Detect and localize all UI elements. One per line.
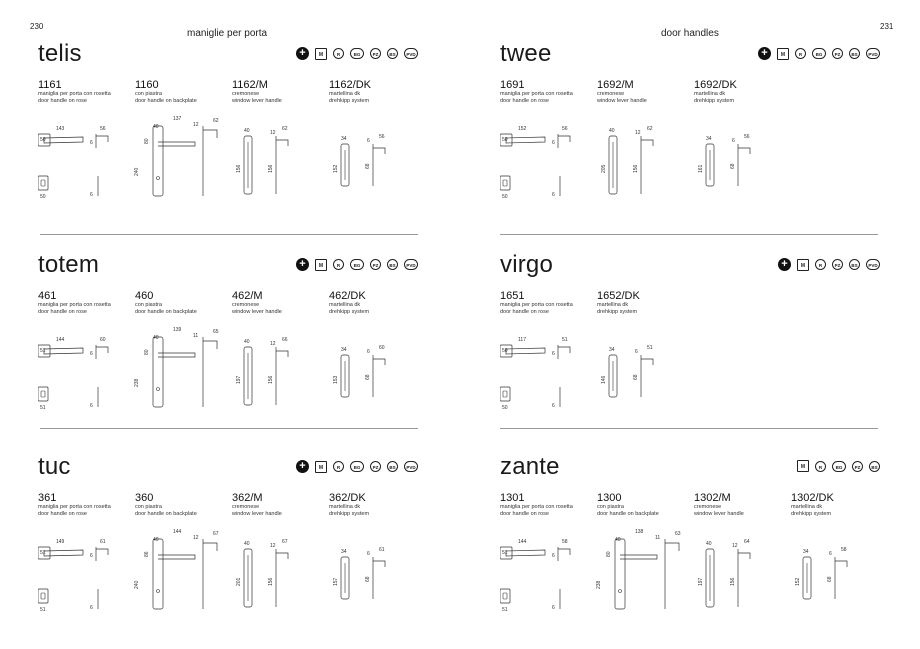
product-list (38, 290, 418, 320)
product-description: door handle on backplate (135, 308, 197, 315)
product-description: cremonese (597, 91, 625, 97)
finish-badge-pvd: PVD (404, 461, 418, 472)
product-code: 362/DK (329, 492, 366, 504)
finish-badge-bg: BG (812, 48, 826, 59)
dimension-label: 6 (829, 551, 832, 557)
product-description: maniglia per porta con rosetta (500, 504, 573, 510)
product-code: 1161 (38, 79, 62, 91)
product-item (500, 79, 595, 104)
dimension-label: 50 (502, 348, 508, 354)
finish-badge-bs: BS (849, 259, 860, 270)
dimension-label: 68 (730, 163, 736, 169)
dimension-label: 62 (647, 126, 653, 132)
finish-badges (296, 258, 418, 271)
product-item (597, 290, 692, 315)
dimension-label: 156 (730, 577, 736, 586)
technical-drawings (500, 114, 880, 209)
finish-badge-pz: PZ (852, 461, 863, 472)
finish-badge-m: M (315, 461, 327, 473)
dimension-label: 139 (173, 327, 182, 333)
dimension-label: 68 (827, 576, 833, 582)
product-description: cremonese (232, 504, 260, 510)
dimension-label: 6 (552, 403, 555, 409)
finish-badges (758, 47, 880, 60)
dimension-label: 156 (268, 164, 274, 173)
product-item (135, 290, 230, 315)
dimension-label: 34 (803, 549, 809, 555)
product-item (329, 79, 424, 104)
finish-badges (778, 258, 880, 271)
product-description: door handle on rose (38, 308, 87, 315)
product-description: martellina dk (694, 91, 726, 97)
dimension-label: 51 (562, 337, 568, 343)
plus-badge-icon: + (778, 258, 791, 271)
product-description: door handle on rose (500, 97, 549, 104)
dimension-label: 12 (270, 543, 276, 549)
dimension-label: 6 (635, 349, 638, 355)
dimension-label: 6 (367, 551, 370, 557)
dimension-label: 12 (732, 543, 738, 549)
product-description: drehkipp system (597, 308, 638, 315)
dimension-label: 80 (144, 349, 150, 355)
product-item (329, 290, 424, 315)
dimension-label: 161 (698, 164, 704, 173)
finish-badge-pz: PZ (370, 48, 381, 59)
plus-badge-icon: + (296, 258, 309, 271)
product-code: 1302/M (694, 492, 731, 504)
dimension-label: 34 (341, 136, 347, 142)
dimension-label: 50 (40, 137, 46, 143)
dimension-label: 66 (282, 337, 288, 343)
product-item (232, 79, 327, 104)
finish-badge-r: R (333, 461, 344, 472)
dimension-label: 6 (90, 605, 93, 611)
dimension-label: 58 (562, 539, 568, 545)
product-item (791, 492, 886, 517)
dimension-label: 144 (518, 539, 527, 545)
dimension-label: 6 (552, 553, 555, 559)
dimension-label: 40 (244, 339, 250, 345)
finish-badge-bs: BS (387, 48, 398, 59)
plus-badge-icon: + (296, 47, 309, 60)
product-code: 462/M (232, 290, 263, 302)
dimension-label: 40 (615, 537, 621, 543)
product-description: maniglia per porta con rosetta (38, 504, 111, 510)
technical-drawings (38, 114, 418, 209)
product-code: 1651 (500, 290, 525, 302)
product-description: drehkipp system (329, 510, 370, 517)
dimension-label: 156 (268, 577, 274, 586)
dimension-label: 51 (40, 405, 46, 411)
dimension-label: 40 (244, 128, 250, 134)
dimension-label: 80 (606, 551, 612, 557)
dimension-label: 6 (90, 553, 93, 559)
dimension-label: 146 (601, 375, 607, 384)
product-code: 1692/M (597, 79, 634, 91)
dimension-label: 51 (40, 607, 46, 613)
dimension-label: 138 (635, 529, 644, 535)
dimension-label: 149 (56, 539, 65, 545)
dimension-label: 68 (365, 163, 371, 169)
dimension-label: 67 (282, 539, 288, 545)
divider (40, 428, 418, 429)
section-title: totem (38, 251, 100, 278)
dimension-label: 60 (100, 337, 106, 343)
product-description: window lever handle (232, 510, 282, 517)
product-description: martellina dk (597, 302, 629, 308)
finish-badge-bg: BG (350, 48, 364, 59)
product-description: drehkipp system (329, 308, 370, 315)
finish-badge-pvd: PVD (404, 48, 418, 59)
product-description: con piastra (135, 504, 162, 510)
section-title: tuc (38, 453, 71, 480)
section-title: twee (500, 40, 552, 67)
product-code: 461 (38, 290, 57, 302)
dimension-label: 6 (732, 138, 735, 144)
dimension-label: 61 (100, 539, 106, 545)
dimension-label: 152 (518, 126, 527, 132)
product-code: 1692/DK (694, 79, 737, 91)
dimension-label: 51 (40, 550, 46, 556)
product-description: window lever handle (694, 510, 744, 517)
dimension-label: 50 (40, 194, 46, 200)
dimension-label: 12 (193, 535, 199, 541)
finish-badge-bs: BS (387, 259, 398, 270)
finish-badge-bg: BG (832, 461, 846, 472)
finish-badge-pvd: PVD (404, 259, 418, 270)
finish-badge-r: R (333, 259, 344, 270)
product-description: door handle on backplate (135, 510, 197, 517)
dimension-label: 34 (341, 549, 347, 555)
dimension-label: 50 (502, 137, 508, 143)
product-description: con piastra (135, 91, 162, 97)
product-item (135, 492, 230, 517)
product-item (597, 79, 692, 104)
dimension-label: 153 (333, 375, 339, 384)
page-heading-left: maniglie per porta (187, 28, 268, 39)
product-list (38, 79, 418, 109)
plus-badge-icon: + (758, 47, 771, 60)
dimension-label: 56 (562, 126, 568, 132)
dimension-label: 50 (502, 194, 508, 200)
dimension-label: 34 (609, 347, 615, 353)
product-list (38, 492, 418, 522)
finish-badge-m: M (315, 259, 327, 271)
dimension-label: 68 (633, 374, 639, 380)
dimension-label: 152 (333, 164, 339, 173)
product-item (500, 492, 595, 517)
dimension-label: 40 (244, 541, 250, 547)
finish-badges (296, 47, 418, 60)
product-description: martellina dk (329, 504, 361, 510)
dimension-label: 6 (552, 605, 555, 611)
product-item (694, 492, 789, 517)
product-description: con piastra (135, 302, 162, 308)
dimension-label: 144 (173, 529, 182, 535)
dimension-label: 6 (552, 351, 555, 357)
dimension-label: 40 (153, 124, 159, 130)
finish-badge-pvd: PVD (866, 48, 880, 59)
dimension-label: 12 (270, 130, 276, 136)
product-description: cremonese (232, 302, 260, 308)
dimension-label: 6 (90, 140, 93, 146)
product-description: window lever handle (597, 97, 647, 104)
product-description: window lever handle (232, 97, 282, 104)
dimension-label: 6 (90, 192, 93, 198)
finish-badge-bs: BS (849, 48, 860, 59)
product-description: maniglia per porta con rosetta (500, 302, 573, 308)
dimension-label: 34 (706, 136, 712, 142)
product-item (135, 79, 230, 104)
dimension-label: 197 (236, 375, 242, 384)
dimension-label: 56 (744, 134, 750, 140)
dimension-label: 143 (56, 126, 65, 132)
product-code: 1300 (597, 492, 622, 504)
finish-badges (797, 460, 880, 472)
dimension-label: 6 (90, 351, 93, 357)
plus-badge-icon: + (296, 460, 309, 473)
product-item (232, 290, 327, 315)
dimension-label: 86 (144, 551, 150, 557)
dimension-label: 205 (601, 164, 607, 173)
finish-badge-r: R (333, 48, 344, 59)
product-item (329, 492, 424, 517)
product-code: 362/M (232, 492, 263, 504)
dimension-label: 51 (40, 348, 46, 354)
page-number-right: 231 (880, 22, 894, 31)
finish-badge-pvd: PVD (866, 259, 880, 270)
product-code: 1162/M (232, 79, 268, 91)
section-telis (38, 42, 418, 232)
dimension-label: 152 (795, 577, 801, 586)
dimension-label: 156 (268, 375, 274, 384)
dimension-label: 68 (365, 576, 371, 582)
product-code: 361 (38, 492, 57, 504)
technical-drawings (500, 325, 880, 420)
page-heading-right: door handles (661, 28, 719, 39)
finish-badge-r: R (815, 461, 826, 472)
finish-badge-bs: BS (387, 461, 398, 472)
finish-badge-pz: PZ (370, 259, 381, 270)
dimension-label: 62 (282, 126, 288, 132)
product-item (500, 290, 595, 315)
product-item (38, 492, 133, 517)
product-description: door handle on rose (38, 510, 87, 517)
dimension-label: 240 (134, 167, 140, 176)
section-totem (38, 253, 418, 443)
dimension-label: 12 (270, 341, 276, 347)
product-code: 1162/DK (329, 79, 371, 91)
finish-badge-pz: PZ (832, 259, 843, 270)
product-description: maniglia per porta con rosetta (38, 91, 111, 97)
dimension-label: 238 (596, 580, 602, 589)
dimension-label: 12 (635, 130, 641, 136)
product-description: door handle on rose (500, 510, 549, 517)
finish-badges (296, 460, 418, 473)
product-code: 1160 (135, 79, 159, 91)
dimension-label: 40 (153, 537, 159, 543)
finish-badge-pz: PZ (832, 48, 843, 59)
product-description: martellina dk (329, 302, 361, 308)
section-tuc (38, 455, 418, 645)
product-code: 1691 (500, 79, 525, 91)
product-description: cremonese (232, 91, 260, 97)
product-list (500, 79, 880, 109)
dimension-label: 56 (100, 126, 106, 132)
product-list (500, 492, 880, 522)
dimension-label: 50 (502, 405, 508, 411)
dimension-label: 6 (367, 349, 370, 355)
dimension-label: 117 (518, 337, 526, 343)
dimension-label: 67 (213, 531, 219, 537)
product-description: drehkipp system (694, 97, 735, 104)
dimension-label: 11 (193, 333, 199, 339)
section-virgo (500, 253, 880, 443)
dimension-label: 238 (134, 378, 140, 387)
technical-drawings (38, 325, 418, 420)
section-title: virgo (500, 251, 554, 278)
product-description: window lever handle (232, 308, 282, 315)
product-item (694, 79, 789, 104)
dimension-label: 58 (841, 547, 847, 553)
product-description: door handle on backplate (597, 510, 659, 517)
product-description: martellina dk (791, 504, 823, 510)
product-code: 460 (135, 290, 154, 302)
finish-badge-m: M (777, 48, 789, 60)
dimension-label: 201 (236, 577, 242, 586)
product-description: drehkipp system (329, 97, 370, 104)
technical-drawings (500, 527, 880, 622)
divider (500, 234, 878, 235)
dimension-label: 51 (502, 550, 508, 556)
section-title: zante (500, 453, 560, 480)
dimension-label: 12 (193, 122, 199, 128)
product-description: maniglia per porta con rosetta (38, 302, 111, 308)
section-zante (500, 455, 880, 645)
dimension-label: 6 (552, 140, 555, 146)
technical-drawings (38, 527, 418, 622)
finish-badge-pz: PZ (370, 461, 381, 472)
product-description: maniglia per porta con rosetta (500, 91, 573, 97)
dimension-label: 61 (379, 547, 385, 553)
dimension-label: 68 (365, 374, 371, 380)
divider (500, 428, 878, 429)
product-list (500, 290, 880, 320)
dimension-label: 51 (502, 607, 508, 613)
finish-badge-m: M (797, 259, 809, 271)
dimension-label: 40 (609, 128, 615, 134)
dimension-label: 64 (744, 539, 750, 545)
finish-badge-bg: BG (350, 461, 364, 472)
dimension-label: 80 (144, 138, 150, 144)
dimension-label: 56 (379, 134, 385, 140)
product-description: con piastra (597, 504, 624, 510)
dimension-label: 63 (675, 531, 681, 537)
finish-badge-r: R (815, 259, 826, 270)
finish-badge-m: M (797, 460, 809, 472)
product-item (38, 290, 133, 315)
product-description: cremonese (694, 504, 722, 510)
dimension-label: 60 (379, 345, 385, 351)
divider (40, 234, 418, 235)
product-description: door handle on backplate (135, 97, 197, 104)
product-code: 1652/DK (597, 290, 640, 302)
dimension-label: 157 (333, 577, 339, 586)
dimension-label: 6 (367, 138, 370, 144)
finish-badge-r: R (795, 48, 806, 59)
dimension-label: 34 (341, 347, 347, 353)
dimension-label: 6 (552, 192, 555, 198)
dimension-label: 240 (134, 580, 140, 589)
product-code: 1301 (500, 492, 525, 504)
product-item (38, 79, 133, 104)
product-code: 360 (135, 492, 154, 504)
dimension-label: 156 (633, 164, 639, 173)
section-title: telis (38, 40, 82, 67)
page-number-left: 230 (30, 22, 44, 31)
product-code: 1302/DK (791, 492, 834, 504)
finish-badge-bg: BG (350, 259, 364, 270)
product-item (232, 492, 327, 517)
finish-badge-m: M (315, 48, 327, 60)
dimension-label: 156 (236, 164, 242, 173)
finish-badge-bs: BS (869, 461, 880, 472)
dimension-label: 144 (56, 337, 65, 343)
dimension-label: 40 (153, 335, 159, 341)
dimension-label: 65 (213, 329, 219, 335)
product-description: drehkipp system (791, 510, 832, 517)
product-code: 462/DK (329, 290, 366, 302)
product-description: door handle on rose (38, 97, 87, 104)
dimension-label: 6 (90, 403, 93, 409)
section-twee (500, 42, 880, 232)
dimension-label: 137 (173, 116, 182, 122)
dimension-label: 197 (698, 577, 704, 586)
dimension-label: 62 (213, 118, 219, 124)
product-description: martellina dk (329, 91, 361, 97)
product-description: door handle on rose (500, 308, 549, 315)
dimension-label: 40 (706, 541, 712, 547)
dimension-label: 11 (655, 535, 661, 541)
dimension-label: 51 (647, 345, 653, 351)
product-item (597, 492, 692, 517)
